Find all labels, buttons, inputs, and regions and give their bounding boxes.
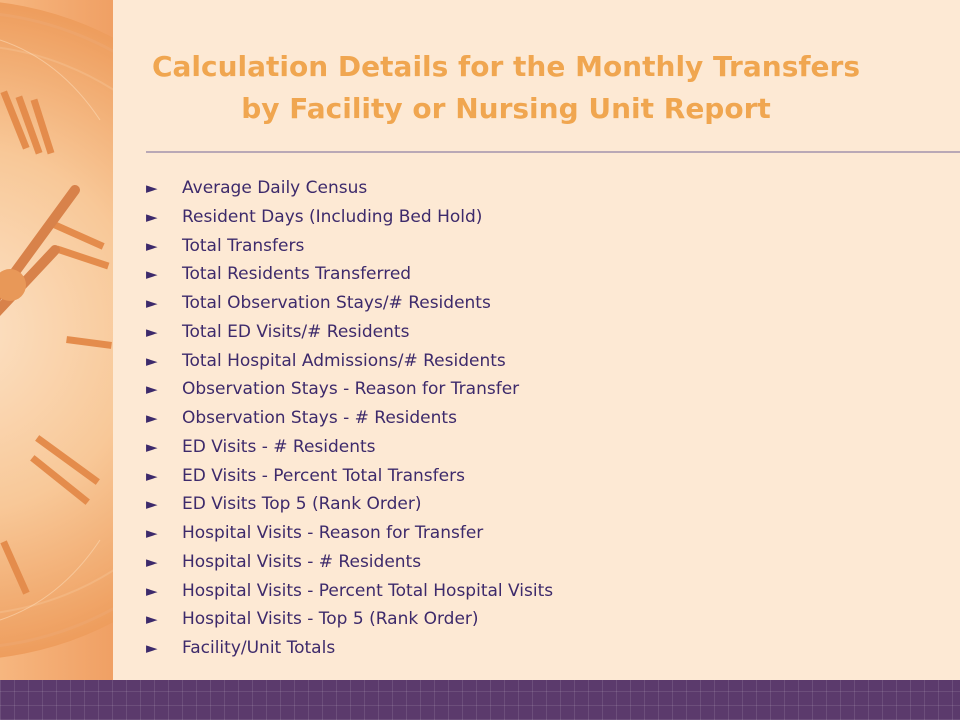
list-item-text: Hospital Visits - Top 5 (Rank Order) [182,609,479,630]
footer-band [0,680,960,720]
list-item-text: Total Residents Transferred [182,264,412,285]
list-item [146,174,553,203]
list-item-text: Hospital Visits - Percent Total Hospital Visits [182,580,554,601]
list-item [146,433,553,462]
list-item-text: Average Daily Census [182,178,368,198]
list-item [146,519,553,548]
arrow-bullet-icon: ► [146,466,158,485]
title-line-1: Calculation Details for the Monthly Transfers [151,50,861,83]
clock-image [0,0,113,680]
list-item-text: Hospital Visits - # Residents [182,551,422,572]
list-item [146,260,553,289]
list-item [146,318,553,347]
title-line-2: by Facility or Nursing Unit Report [241,92,771,125]
arrow-bullet-icon: ► [146,265,158,284]
list-item-text: Facility/Unit Totals [182,638,336,658]
list-item [146,203,553,232]
list-item [146,404,553,433]
list-item-text: Total Hospital Admissions/# Residents [182,350,506,371]
list-item [146,577,553,606]
arrow-bullet-icon: ► [146,179,158,197]
list-item-text: ED Visits Top 5 (Rank Order) [182,494,422,515]
list-item-text: ED Visits - Percent Total Transfers [182,465,465,486]
list-item-text: Total ED Visits/# Residents [182,321,410,342]
title-divider [146,151,960,153]
arrow-bullet-icon: ► [146,207,158,226]
arrow-bullet-icon: ► [146,437,158,456]
arrow-bullet-icon: ► [146,380,158,399]
list-item-text: Observation Stays - Reason for Transfer [182,379,520,400]
arrow-bullet-icon: ► [146,294,158,312]
clock-icon [0,0,113,680]
arrow-bullet-icon: ► [146,322,158,341]
list-item [146,347,553,376]
list-item [146,548,553,577]
arrow-bullet-icon: ► [146,610,158,629]
list-item-text: ED Visits - # Residents [182,436,376,457]
list-item [146,462,553,491]
arrow-bullet-icon: ► [146,552,158,571]
list-item-text: Resident Days (Including Bed Hold) [182,206,483,227]
list-item-text: Total Observation Stays/# Residents [182,293,491,313]
list-item-text: Observation Stays - # Residents [182,408,457,428]
list-item [146,634,553,663]
list-item [146,289,553,318]
list-item [146,605,553,634]
list-item [146,232,553,261]
list-item-text: Hospital Visits - Reason for Transfer [182,523,484,543]
list-item [146,490,553,519]
list-item-text: Total Transfers [182,235,305,256]
list-item [146,375,553,404]
arrow-bullet-icon: ► [146,495,158,514]
arrow-bullet-icon: ► [146,639,158,657]
arrow-bullet-icon: ► [146,524,158,542]
arrow-bullet-icon: ► [146,581,158,600]
arrow-bullet-icon: ► [146,409,158,427]
arrow-bullet-icon: ► [146,351,158,370]
page-title [140,46,872,130]
arrow-bullet-icon: ► [146,236,158,255]
bullet-list [146,174,553,663]
